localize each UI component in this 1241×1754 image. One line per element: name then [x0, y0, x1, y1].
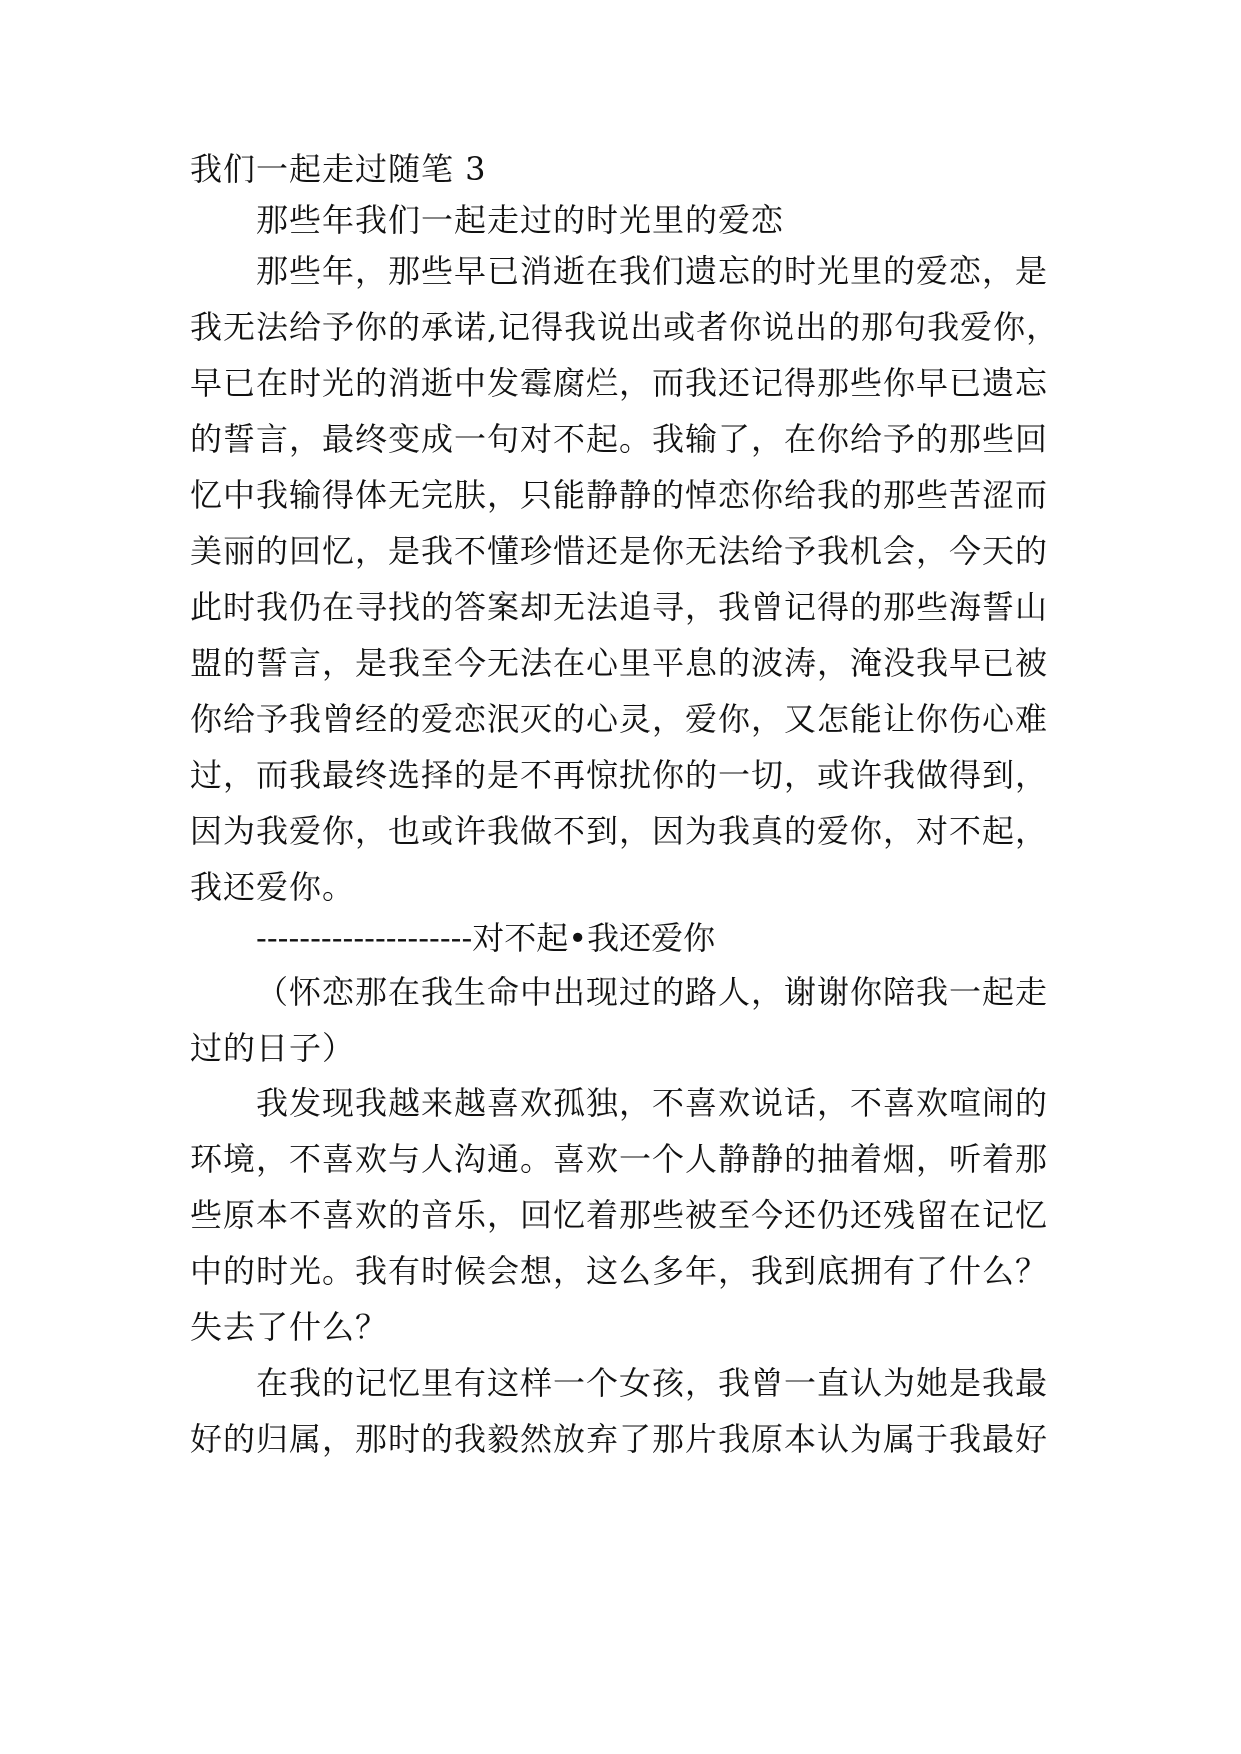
paragraph-line: 的誓言，最终变成一句对不起。我输了，在你给予的那些回 [190, 420, 1049, 458]
paragraph-line: 过的日子） [190, 1029, 356, 1067]
paragraph-line: 因为我爱你，也或许我做不到，因为我真的爱你，对不起， [190, 812, 1049, 850]
paragraph-line: 些原本不喜欢的音乐，回忆着那些被至今还仍还残留在记忆 [190, 1196, 1049, 1234]
paragraph-line: 那些年，那些早已消逝在我们遗忘的时光里的爱恋，是 [256, 252, 1049, 290]
paragraph-line: 盟的誓言，是我至今无法在心里平息的波涛，淹没我早已被 [190, 644, 1049, 682]
paragraph-line: 我还爱你。 [190, 868, 356, 906]
paragraph-line: 早已在时光的消逝中发霉腐烂，而我还记得那些你早已遗忘 [190, 364, 1049, 402]
paragraph-line: 美丽的回忆，是我不懂珍惜还是你无法给予我机会，今天的 [190, 532, 1049, 570]
document-subtitle: 那些年我们一起走过的时光里的爱恋 [256, 201, 785, 239]
paragraph-line: （怀恋那在我生命中出现过的路人，谢谢你陪我一起走 [256, 973, 1049, 1011]
paragraph-line: 好的归属，那时的我毅然放弃了那片我原本认为属于我最好 [190, 1420, 1049, 1458]
signature-line: --------------------对不起•我还爱你 [256, 919, 716, 957]
paragraph-line: 过，而我最终选择的是不再惊扰你的一切，或许我做得到， [190, 756, 1049, 794]
paragraph-line: 中的时光。我有时候会想，这么多年，我到底拥有了什么？ [190, 1252, 1049, 1290]
paragraph-line: 忆中我输得体无完肤，只能静静的悼恋你给我的那些苦涩而 [190, 476, 1049, 514]
paragraph-line: 我发现我越来越喜欢孤独，不喜欢说话，不喜欢喧闹的 [256, 1084, 1049, 1122]
paragraph-line: 我无法给予你的承诺,记得我说出或者你说出的那句我爱你， [190, 308, 1060, 346]
paragraph-line: 失去了什么？ [190, 1308, 389, 1346]
paragraph-line: 环境，不喜欢与人沟通。喜欢一个人静静的抽着烟，听着那 [190, 1140, 1049, 1178]
paragraph-line: 在我的记忆里有这样一个女孩，我曾一直认为她是我最 [256, 1364, 1049, 1402]
document-title: 我们一起走过随笔 3 [190, 150, 487, 188]
paragraph-line: 你给予我曾经的爱恋泯灭的心灵，爱你，又怎能让你伤心难 [190, 700, 1049, 738]
paragraph-line: 此时我仍在寻找的答案却无法追寻，我曾记得的那些海誓山 [190, 588, 1049, 626]
